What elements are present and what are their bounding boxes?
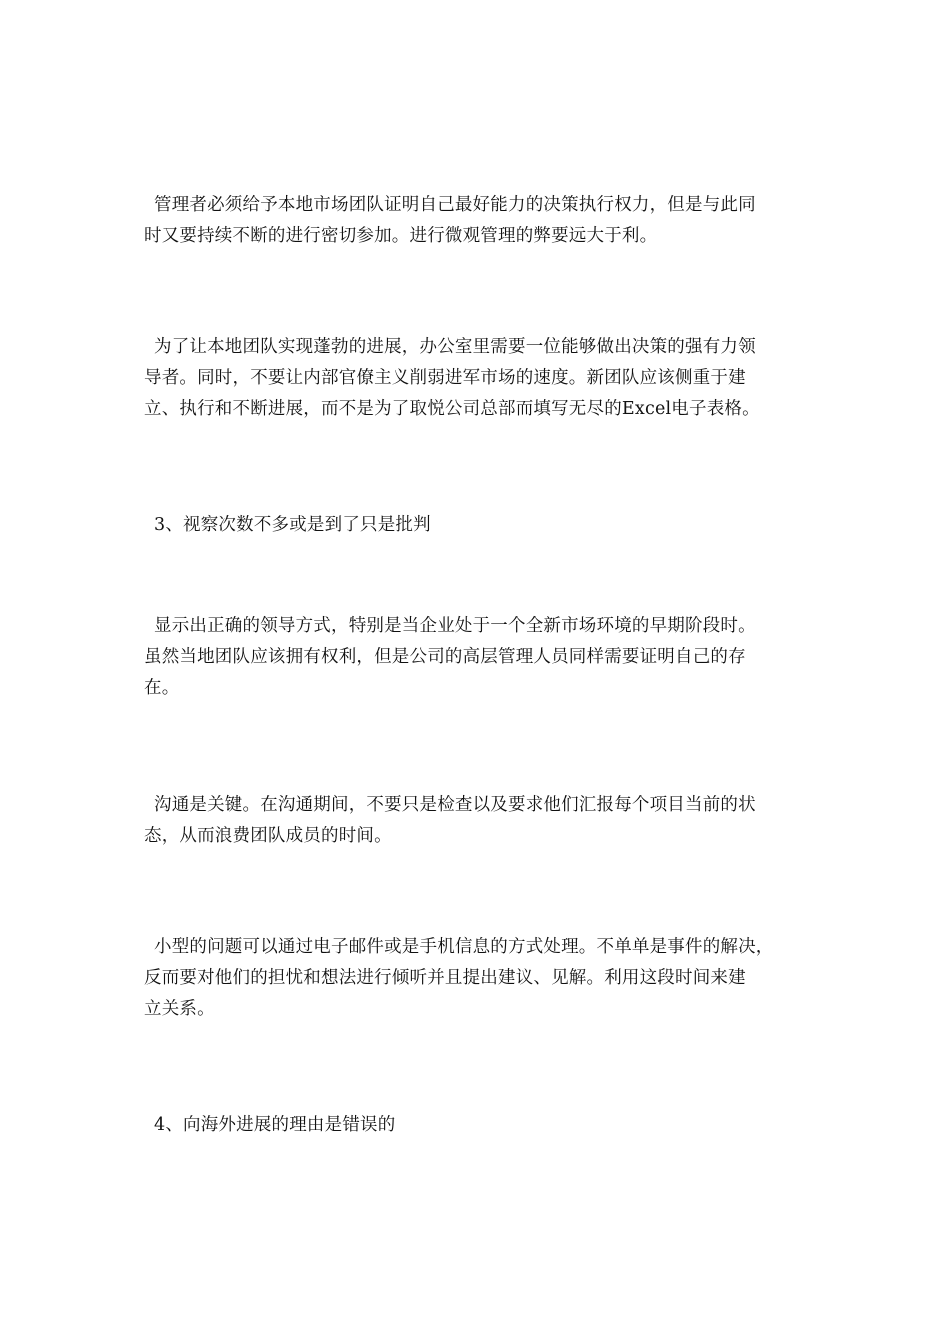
paragraph-small-issues: [144, 932, 816, 1025]
text-line: 沟通是关键。在沟通期间，不要只是检查以及要求他们汇报每个项目当前的状: [154, 795, 756, 815]
text-line: 显示出正确的领导方式，特别是当企业处于一个全新市场环境的早期阶段时。: [154, 616, 756, 636]
paragraph-communication: [144, 790, 816, 852]
text-line: 小型的问题可以通过电子邮件或是手机信息的方式处理。不单单是事件的解决，: [154, 937, 774, 957]
text-line: 时又要持续不断的进行密切参加。进行微观管理的弊要远大于利。: [144, 226, 658, 246]
text-line: 立关系。: [144, 999, 215, 1019]
text-line: 虽然当地团队应该拥有权利，但是公司的高层管理人员同样需要证明自己的存: [144, 647, 746, 667]
paragraph-delegation: [144, 190, 816, 252]
text-line: 态，从而浪费团队成员的时间。: [144, 826, 392, 846]
text-line: 在。: [144, 678, 180, 698]
text-line: 为了让本地团队实现蓬勃的进展，办公室里需要一位能够做出决策的强有力领: [154, 337, 756, 357]
text-line: 管理者必须给予本地市场团队证明自己最好能力的决策执行权力，但是与此同: [154, 195, 756, 215]
paragraph-leadership: [144, 332, 816, 425]
heading-text: 3、视察次数不多或是到了只是批判: [154, 515, 431, 535]
section-heading-4: [144, 1110, 816, 1141]
paragraph-leadership-style: [144, 611, 816, 704]
text-line: 导者。同时，不要让内部官僚主义削弱进军市场的速度。新团队应该侧重于建: [144, 368, 746, 388]
heading-text: 4、向海外进展的理由是错误的: [154, 1115, 396, 1135]
text-line: 立、执行和不断进展，而不是为了取悦公司总部而填写无尽的Excel电子表格。: [144, 399, 760, 419]
text-line: 反而要对他们的担忧和想法进行倾听并且提出建议、见解。利用这段时间来建: [144, 968, 746, 988]
section-heading-3: [144, 510, 816, 541]
